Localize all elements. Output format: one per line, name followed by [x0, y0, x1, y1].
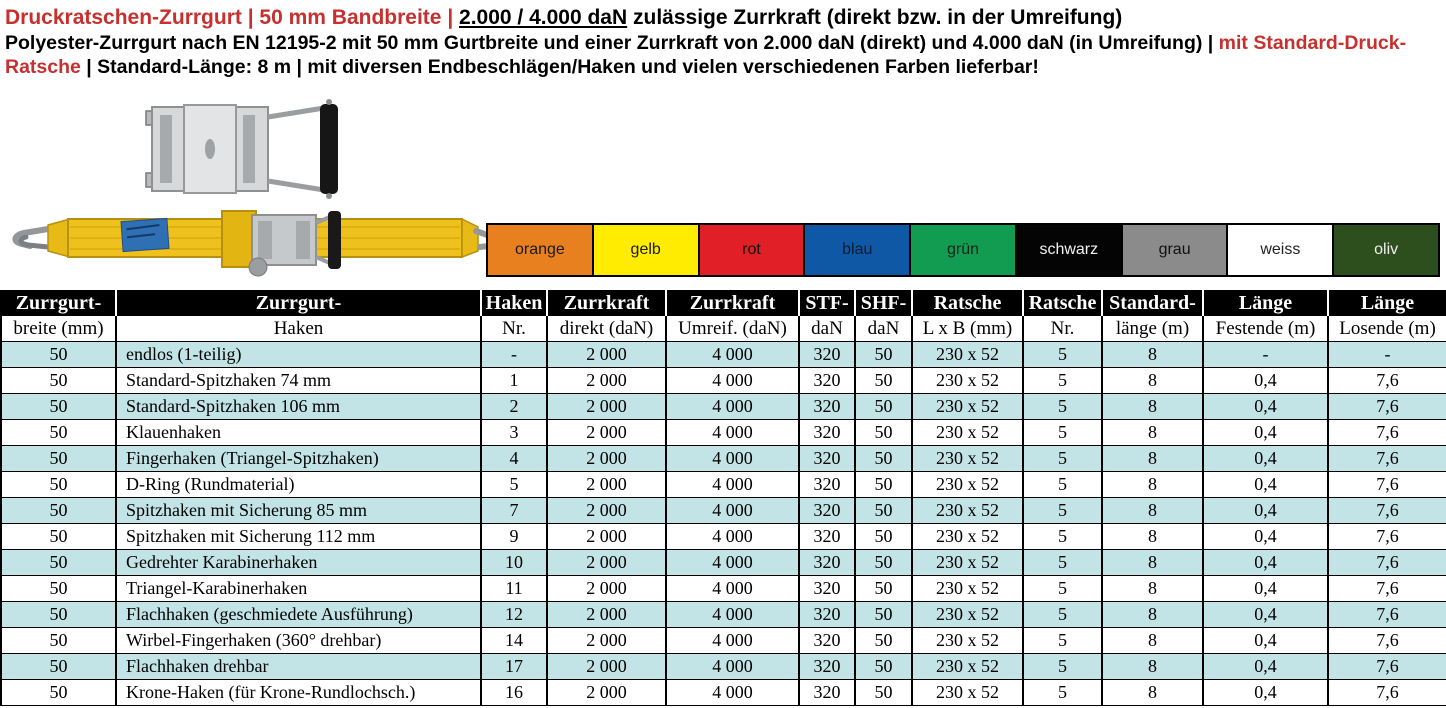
column-header: Länge — [1328, 291, 1446, 316]
table-cell: 2 000 — [547, 342, 666, 368]
table-row — [1, 342, 1446, 368]
table-row — [1, 576, 1446, 602]
table-header-row — [1, 291, 1446, 316]
table-cell: 4 000 — [666, 498, 799, 524]
table-cell: 230 x 52 — [912, 472, 1023, 498]
ratchet-top-view-image — [146, 99, 338, 199]
table-cell: 50 — [855, 446, 912, 472]
table-cell: 50 — [855, 524, 912, 550]
table-cell: 7,6 — [1328, 446, 1446, 472]
table-cell: Wirbel-Fingerhaken (360° drehbar) — [116, 628, 481, 654]
table-cell: 8 — [1102, 472, 1203, 498]
table-cell: 230 x 52 — [912, 602, 1023, 628]
table-cell: 0,4 — [1203, 550, 1328, 576]
table-cell: 320 — [799, 654, 855, 680]
color-swatch-schwarz: schwarz — [1015, 223, 1123, 277]
table-cell: 5 — [1023, 420, 1102, 446]
table-cell: 7,6 — [1328, 368, 1446, 394]
subtitle-black-2: | Standard-Länge: 8 m | mit diversen Endbeschlägen/Haken und vielen verschiedenen Farben lieferbar! — [80, 55, 1039, 78]
table-cell: 0,4 — [1203, 680, 1328, 706]
table-cell: 230 x 52 — [912, 342, 1023, 368]
table-cell: Standard-Spitzhaken 74 mm — [116, 368, 481, 394]
table-cell: 7,6 — [1328, 628, 1446, 654]
table-cell: Krone-Haken (für Krone-Rundlochsch.) — [116, 680, 481, 706]
table-cell: Standard-Spitzhaken 106 mm — [116, 394, 481, 420]
table-cell: 50 — [855, 628, 912, 654]
table-row — [1, 654, 1446, 680]
table-cell: 50 — [855, 680, 912, 706]
column-header: Nr. — [1023, 316, 1102, 342]
table-cell: Flachhaken drehbar — [116, 654, 481, 680]
table-cell: Spitzhaken mit Sicherung 85 mm — [116, 498, 481, 524]
column-header: Standard- — [1102, 291, 1203, 316]
column-header: SHF- — [855, 291, 912, 316]
table-cell: 230 x 52 — [912, 524, 1023, 550]
table-cell: 320 — [799, 524, 855, 550]
table-cell: 320 — [799, 602, 855, 628]
table-cell: 320 — [799, 628, 855, 654]
table-cell: 2 000 — [547, 420, 666, 446]
table-cell: 5 — [1023, 498, 1102, 524]
table-cell: Gedrehter Karabinerhaken — [116, 550, 481, 576]
table-cell: 230 x 52 — [912, 654, 1023, 680]
page-subtitle — [5, 32, 1445, 79]
column-header: Nr. — [481, 316, 547, 342]
color-swatch-gelb: gelb — [592, 223, 700, 277]
table-cell: 50 — [855, 420, 912, 446]
table-cell: 7,6 — [1328, 680, 1446, 706]
table-cell: 8 — [1102, 680, 1203, 706]
table-cell: 8 — [1102, 394, 1203, 420]
table-cell: 320 — [799, 680, 855, 706]
table-cell: 50 — [1, 394, 116, 420]
table-cell: 0,4 — [1203, 394, 1328, 420]
table-cell: 4 000 — [666, 394, 799, 420]
table-cell: 0,4 — [1203, 420, 1328, 446]
table-cell: 5 — [1023, 472, 1102, 498]
table-cell: 2 000 — [547, 550, 666, 576]
column-header: Festende (m) — [1203, 316, 1328, 342]
table-cell: 5 — [1023, 550, 1102, 576]
table-cell: 50 — [1, 524, 116, 550]
table-cell: 2 000 — [547, 472, 666, 498]
table-cell: 8 — [1102, 550, 1203, 576]
table-cell: - — [1203, 342, 1328, 368]
column-header: L x B (mm) — [912, 316, 1023, 342]
table-cell: 7,6 — [1328, 498, 1446, 524]
table-cell: 0,4 — [1203, 524, 1328, 550]
table-cell: 50 — [855, 498, 912, 524]
color-swatch-orange: orange — [486, 223, 594, 277]
table-cell: 4 000 — [666, 524, 799, 550]
subtitle-red-2: Ratsche — [5, 55, 81, 78]
table-cell: 230 x 52 — [912, 550, 1023, 576]
table-cell: 50 — [1, 576, 116, 602]
table-cell: 50 — [1, 654, 116, 680]
table-cell: 2 000 — [547, 394, 666, 420]
table-cell: Klauenhaken — [116, 420, 481, 446]
table-cell: 4 000 — [666, 602, 799, 628]
table-cell: 50 — [855, 602, 912, 628]
table-cell: 2 000 — [547, 628, 666, 654]
title-dan-part: 2.000 / 4.000 daN — [459, 6, 628, 29]
title-rest-part: zulässige Zurrkraft (direkt bzw. in der Umreifung) — [627, 6, 1123, 29]
table-cell: 320 — [799, 576, 855, 602]
table-cell: 320 — [799, 342, 855, 368]
table-cell: 8 — [1102, 368, 1203, 394]
table-cell: 5 — [1023, 654, 1102, 680]
table-cell: 5 — [1023, 680, 1102, 706]
table-row — [1, 472, 1446, 498]
color-swatch-oliv: oliv — [1332, 223, 1440, 277]
table-cell: 50 — [1, 628, 116, 654]
table-row — [1, 498, 1446, 524]
title-product-part: Druckratschen-Zurrgurt | 50 mm Bandbreite | — [5, 6, 460, 29]
table-cell: 2 — [481, 394, 547, 420]
table-cell: 4 000 — [666, 550, 799, 576]
table-cell: 230 x 52 — [912, 368, 1023, 394]
table-cell: 0,4 — [1203, 602, 1328, 628]
table-cell: 4 000 — [666, 680, 799, 706]
table-cell: 50 — [855, 654, 912, 680]
column-header: Zurrgurt- — [1, 291, 116, 316]
table-cell: 2 000 — [547, 524, 666, 550]
table-cell: 12 — [481, 602, 547, 628]
table-cell: 2 000 — [547, 446, 666, 472]
table-row — [1, 368, 1446, 394]
table-cell: 4 — [481, 446, 547, 472]
table-cell: 230 x 52 — [912, 446, 1023, 472]
table-cell: 8 — [1102, 602, 1203, 628]
table-cell: 2 000 — [547, 654, 666, 680]
table-cell: 5 — [1023, 628, 1102, 654]
table-cell: 2 000 — [547, 602, 666, 628]
table-cell: 320 — [799, 368, 855, 394]
table-cell: 50 — [855, 394, 912, 420]
table-cell: 3 — [481, 420, 547, 446]
table-cell: 230 x 52 — [912, 498, 1023, 524]
spec-table — [0, 290, 1446, 706]
table-cell: 4 000 — [666, 472, 799, 498]
column-header: breite (mm) — [1, 316, 116, 342]
column-header: länge (m) — [1102, 316, 1203, 342]
table-cell: 2 000 — [547, 368, 666, 394]
table-row — [1, 524, 1446, 550]
table-cell: 7,6 — [1328, 472, 1446, 498]
table-cell: 5 — [1023, 602, 1102, 628]
column-header: Zurrgurt- — [116, 291, 481, 316]
table-cell: 8 — [1102, 342, 1203, 368]
table-cell: 50 — [1, 680, 116, 706]
column-header: Länge — [1203, 291, 1328, 316]
table-cell: 7,6 — [1328, 654, 1446, 680]
column-header: Ratsche — [912, 291, 1023, 316]
table-cell: 4 000 — [666, 368, 799, 394]
table-cell: 2 000 — [547, 498, 666, 524]
table-cell: 320 — [799, 394, 855, 420]
table-cell: 0,4 — [1203, 628, 1328, 654]
table-cell: 0,4 — [1203, 498, 1328, 524]
color-swatch-blau: blau — [803, 223, 911, 277]
column-header: direkt (daN) — [547, 316, 666, 342]
spec-table-body — [1, 342, 1446, 706]
table-cell: 4 000 — [666, 342, 799, 368]
color-swatch-rot: rot — [698, 223, 806, 277]
table-cell: 8 — [1102, 446, 1203, 472]
table-cell: 50 — [1, 472, 116, 498]
table-cell: 50 — [855, 576, 912, 602]
intro-text — [5, 5, 1445, 79]
table-cell: 4 000 — [666, 446, 799, 472]
spec-table-head — [1, 291, 1446, 342]
column-header: Haken — [116, 316, 481, 342]
table-cell: 7,6 — [1328, 602, 1446, 628]
table-cell: 5 — [1023, 576, 1102, 602]
table-cell: 320 — [799, 498, 855, 524]
table-row — [1, 680, 1446, 706]
column-header: daN — [799, 316, 855, 342]
strap-side-view-image — [15, 211, 495, 276]
column-header: Zurrkraft — [666, 291, 799, 316]
table-cell: 7 — [481, 498, 547, 524]
table-cell: 50 — [855, 342, 912, 368]
column-header: Losende (m) — [1328, 316, 1446, 342]
table-row — [1, 394, 1446, 420]
table-cell: 5 — [1023, 342, 1102, 368]
table-cell: 230 x 52 — [912, 420, 1023, 446]
column-header: Zurrkraft — [547, 291, 666, 316]
table-cell: 8 — [1102, 576, 1203, 602]
table-cell: 50 — [1, 446, 116, 472]
table-cell: 230 x 52 — [912, 576, 1023, 602]
table-row — [1, 446, 1446, 472]
table-cell: - — [481, 342, 547, 368]
table-cell: 17 — [481, 654, 547, 680]
table-row — [1, 550, 1446, 576]
table-cell: 50 — [1, 498, 116, 524]
table-cell: 50 — [1, 342, 116, 368]
table-cell: 9 — [481, 524, 547, 550]
table-cell: 0,4 — [1203, 654, 1328, 680]
table-row — [1, 602, 1446, 628]
table-cell: Spitzhaken mit Sicherung 112 mm — [116, 524, 481, 550]
table-cell: 320 — [799, 446, 855, 472]
strap-label-image — [121, 218, 169, 251]
table-cell: 1 — [481, 368, 547, 394]
color-swatch-weiss: weiss — [1226, 223, 1334, 277]
table-cell: 50 — [1, 550, 116, 576]
table-cell: 50 — [855, 368, 912, 394]
table-cell: 50 — [855, 472, 912, 498]
table-cell: 2 000 — [547, 680, 666, 706]
column-header: daN — [855, 316, 912, 342]
table-cell: Fingerhaken (Triangel-Spitzhaken) — [116, 446, 481, 472]
table-cell: 50 — [855, 550, 912, 576]
table-cell: 4 000 — [666, 576, 799, 602]
table-cell: 320 — [799, 420, 855, 446]
table-cell: 14 — [481, 628, 547, 654]
table-cell: 50 — [1, 420, 116, 446]
table-cell: 5 — [1023, 524, 1102, 550]
table-cell: 4 000 — [666, 654, 799, 680]
subtitle-red-1: mit Standard-Druck- — [1218, 32, 1407, 54]
table-cell: 7,6 — [1328, 420, 1446, 446]
table-cell: 50 — [1, 368, 116, 394]
table-cell: 230 x 52 — [912, 394, 1023, 420]
table-cell: 0,4 — [1203, 368, 1328, 394]
table-cell: 7,6 — [1328, 550, 1446, 576]
column-header: STF- — [799, 291, 855, 316]
table-cell: 230 x 52 — [912, 680, 1023, 706]
table-cell: 4 000 — [666, 420, 799, 446]
table-header-row — [1, 316, 1446, 342]
column-header: Ratsche — [1023, 291, 1102, 316]
table-cell: 4 000 — [666, 628, 799, 654]
color-swatch-strip — [486, 223, 1440, 277]
color-swatch-grün: grün — [909, 223, 1017, 277]
table-cell: 11 — [481, 576, 547, 602]
table-cell: D-Ring (Rundmaterial) — [116, 472, 481, 498]
table-row — [1, 420, 1446, 446]
subtitle-black-1: Polyester-Zurrgurt nach EN 12195-2 mit 50 mm Gurtbreite und einer Zurrkraft von 2.000 daN (direkt) und 4.000 daN (in Umreifung) | — [5, 32, 1219, 54]
table-cell: 2 000 — [547, 576, 666, 602]
table-cell: 8 — [1102, 524, 1203, 550]
table-cell: 320 — [799, 472, 855, 498]
table-cell: 8 — [1102, 498, 1203, 524]
table-row — [1, 628, 1446, 654]
table-cell: 10 — [481, 550, 547, 576]
table-cell: 5 — [481, 472, 547, 498]
table-cell: Triangel-Karabinerhaken — [116, 576, 481, 602]
table-cell: 5 — [1023, 394, 1102, 420]
product-photo — [0, 95, 500, 290]
table-cell: 8 — [1102, 420, 1203, 446]
page-title — [5, 5, 1445, 30]
column-header: Umreif. (daN) — [666, 316, 799, 342]
table-cell: 7,6 — [1328, 524, 1446, 550]
table-cell: 7,6 — [1328, 576, 1446, 602]
table-cell: endlos (1-teilig) — [116, 342, 481, 368]
table-cell: 5 — [1023, 368, 1102, 394]
table-cell: 16 — [481, 680, 547, 706]
table-cell: 7,6 — [1328, 394, 1446, 420]
table-cell: Flachhaken (geschmiedete Ausführung) — [116, 602, 481, 628]
table-cell: 5 — [1023, 446, 1102, 472]
table-cell: 0,4 — [1203, 446, 1328, 472]
table-cell: 50 — [1, 602, 116, 628]
table-cell: 0,4 — [1203, 576, 1328, 602]
table-cell: 8 — [1102, 628, 1203, 654]
table-cell: - — [1328, 342, 1446, 368]
table-cell: 230 x 52 — [912, 628, 1023, 654]
table-cell: 320 — [799, 550, 855, 576]
table-cell: 8 — [1102, 654, 1203, 680]
table-cell: 0,4 — [1203, 472, 1328, 498]
column-header: Haken — [481, 291, 547, 316]
color-swatch-grau: grau — [1121, 223, 1229, 277]
